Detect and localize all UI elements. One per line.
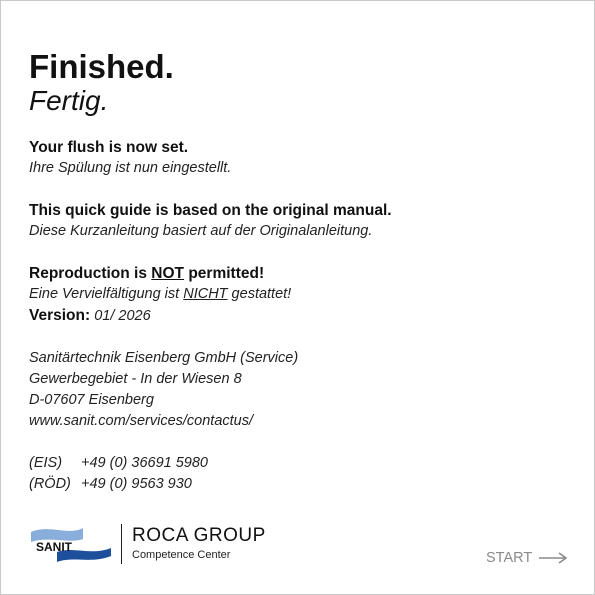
start-label: START [486, 550, 533, 566]
phone-row [29, 453, 569, 474]
phone-label: (RÖD) [29, 476, 71, 492]
content-area [29, 49, 569, 495]
reproduction-en-suffix: permitted! [184, 265, 265, 282]
version-value: 01/ 2026 [90, 308, 151, 324]
roca-title: ROCA GROUP [132, 525, 266, 546]
guide-note-en: This quick guide is based on the original manual. [29, 202, 392, 219]
page-title: Finished. [29, 48, 174, 85]
contact-street: Gewerbegebiet - In der Wiesen 8 [29, 371, 242, 387]
contact-company: Sanitärtechnik Eisenberg GmbH (Service) [29, 350, 299, 366]
reproduction-notice-de [29, 284, 569, 305]
flush-status-en: Your flush is now set. [29, 139, 189, 156]
page-subtitle: Fertig. [29, 85, 109, 116]
sanit-logo [29, 522, 113, 566]
sanit-wordmark: SANIT [36, 540, 72, 554]
phone-number: +49 (0) 36691 5980 [81, 455, 208, 471]
sanit-swoosh-icon [29, 522, 113, 566]
contact-block [29, 348, 569, 432]
footer-logos [29, 522, 266, 566]
phone-number: +49 (0) 9563 930 [81, 476, 192, 492]
contact-city: D-07607 Eisenberg [29, 392, 154, 408]
arrow-right-icon [538, 552, 568, 564]
reproduction-en-prefix: Reproduction is [29, 265, 152, 282]
version-label: Version: [29, 307, 91, 324]
roca-subtitle: Competence Center [132, 549, 231, 561]
contact-website: www.sanit.com/services/contactus/ [29, 413, 254, 429]
start-button[interactable] [486, 550, 568, 566]
flush-status-de: Ihre Spülung ist nun eingestellt. [29, 160, 232, 176]
reproduction-de-suffix: gestattet! [227, 286, 292, 302]
guide-note-de: Diese Kurzanleitung basiert auf der Originalanleitung. [29, 223, 373, 239]
reproduction-de-emphasis: NICHT [183, 286, 228, 302]
phone-row [29, 474, 569, 495]
reproduction-notice-en [29, 263, 569, 284]
logo-divider [121, 524, 122, 564]
phone-label: (EIS) [29, 455, 63, 471]
version-line [29, 305, 569, 327]
reproduction-de-prefix: Eine Vervielfältigung ist [29, 286, 184, 302]
phone-list [29, 453, 569, 495]
roca-logo [132, 525, 266, 563]
reproduction-en-emphasis: NOT [151, 265, 185, 282]
